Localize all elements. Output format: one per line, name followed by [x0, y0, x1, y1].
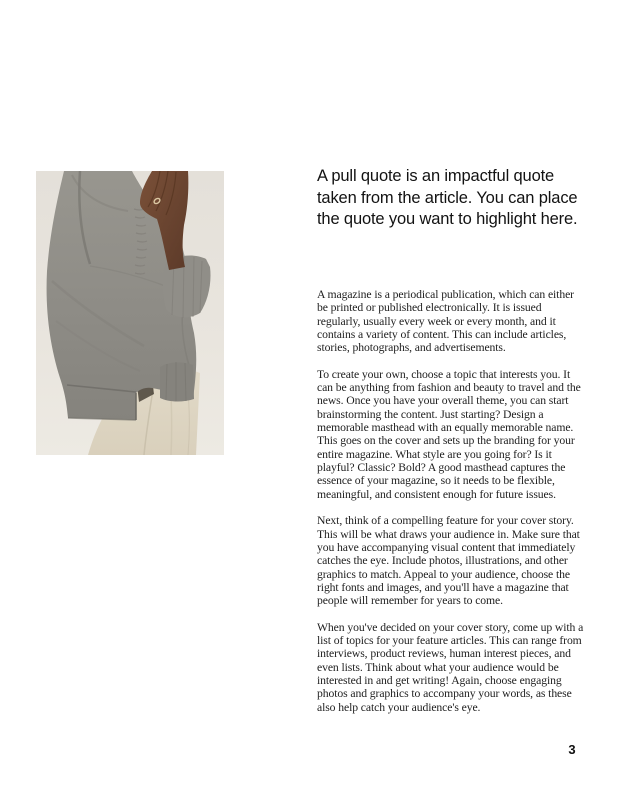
article-paragraph-3: Next, think of a compelling feature for your cover story. This will be what draws your audience in. Make sure that you have accompanying visual content that immediately catches the eye. Include photos, illustrations, and other graphics to match. Appeal to your audience, choose the right fonts and images, and you'll have a magazine that people will remember for years to come.	[317, 514, 580, 608]
article-paragraph-2: To create your own, choose a topic that interests you. It can be anything from fashion and beauty to travel and the news. Once you have your overall theme, you can start brainstorming the content. Just starting? Design a memorable masthead with an equally memorable name. This goes on the cover and sets up the branding for your entire magazine. What style are you going for? Is it playful? Classic? Bold? A good masthead captures the essence of your magazine, so it needs to be flexible, meaningful, and consistent enough for future issues.	[317, 367, 581, 501]
pull-quote: A pull quote is an impactful quote taken from the article. You can place the quote you want to highlight here.	[317, 167, 578, 229]
article-paragraph-4: When you've decided on your cover story, come up with a list of topics for your feature articles. This can range from interviews, product reviews, human interest pieces, and even lists. Think about what your audience would be interested in and get writing! Again, choose engaging photos and graphics to accompany your words, as these also help catch your audience's eye.	[317, 620, 584, 714]
page-number: 3	[568, 742, 576, 757]
article-body	[317, 288, 585, 727]
hoodie-photo-illustration	[36, 171, 224, 455]
article-paragraph-1: A magazine is a periodical publication, which can either be printed or published electronically. It is issued regularly, usually every week or every month, and it contains a variety of content. This can include articles, stories, photographs, and advertisements.	[317, 288, 574, 355]
hoodie-photo	[36, 171, 224, 455]
